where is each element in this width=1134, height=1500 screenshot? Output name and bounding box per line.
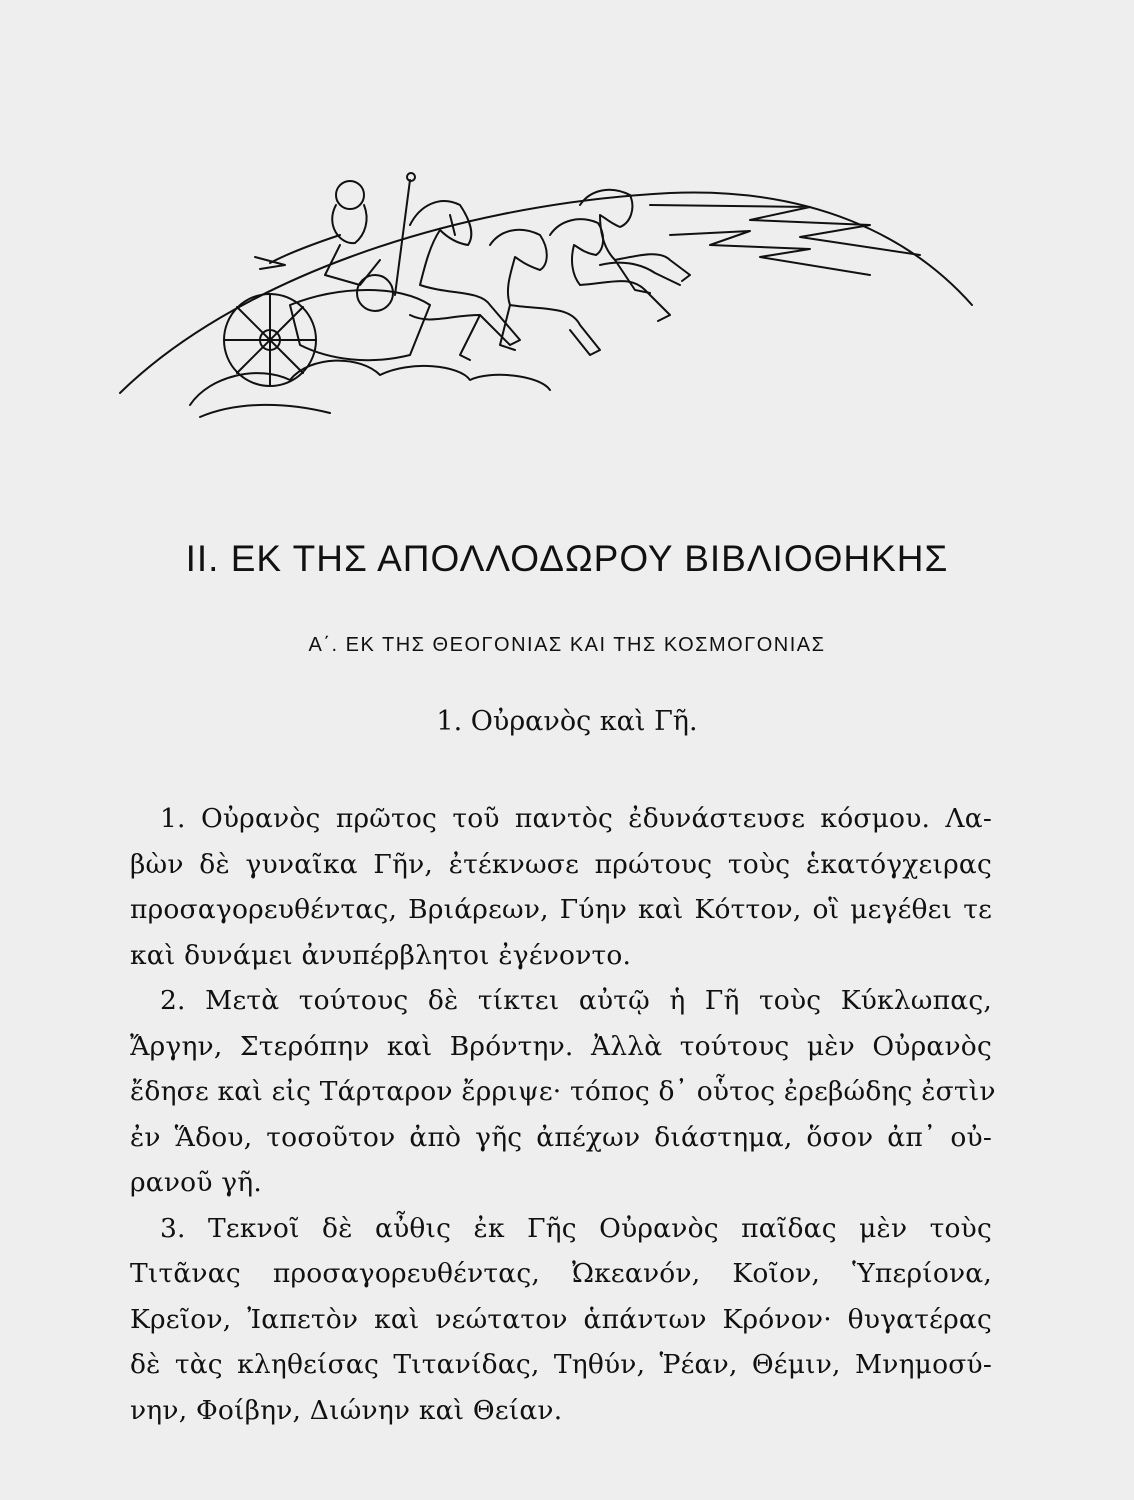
text-line: 2. Μετὰ τούτους δὲ τίκτει αὐτῷ ἡ Γῆ τοὺς Κύκλωπας, <box>160 985 992 1016</box>
text-line: καὶ δυνάμει ἀνυπέρβλητοι ἐγένοντο. <box>130 939 632 971</box>
text-line: Ἄργην, Στερόπην καὶ Βρόντην. Ἀλλὰ τούτους μὲν Οὐρανὸς <box>130 1030 992 1062</box>
section-title: Α΄. ΕΚ ΤΗΣ ΘΕΟΓΟΝΙΑΣ ΚΑΙ ΤΗΣ ΚΟΣΜΟΓΟΝΙΑΣ <box>308 634 826 656</box>
text-line: δὲ τὰς κληθείσας Τιτανίδας, Τηθύν, Ῥέαν, Θέμιν, Μνημοσύ- <box>130 1349 992 1380</box>
horse-2 <box>490 230 600 355</box>
chariot-body <box>290 290 430 360</box>
text-line: προσαγορευθέντας, Βριάρεων, Γύην καὶ Κόττον, οἳ μεγέθει τε <box>130 894 992 925</box>
text-line: Κρεῖον, Ἰαπετὸν καὶ νεώτατον ἁπάντων Κρόνον· θυγατέρας <box>130 1303 992 1335</box>
paragraph-1 <box>130 796 992 978</box>
horse-1 <box>410 201 520 360</box>
text-line: 1. Οὐρανὸς πρῶτος τοῦ παντὸς ἐδυνάστευσε κόσμου. Λα- <box>160 803 992 834</box>
text-line: ἔδησε καὶ εἰς Τάρταρον ἔρριψε· τόπος δ᾿ οὗτος ἐρεβώδης ἐστὶν <box>130 1076 996 1107</box>
paragraph-2 <box>130 978 996 1206</box>
horse-3 <box>550 219 680 321</box>
text-line: Τιτᾶνας προσαγορευθέντας, Ὠκεανόν, Κοῖον, Ὑπερίονα, <box>130 1258 992 1289</box>
text-line: 3. Τεκνοῖ δὲ αὖθις ἐκ Γῆς Οὐρανὸς παῖδας μὲν τοὺς <box>160 1212 992 1244</box>
text-line: ἐν Ἅδου, τοσοῦτον ἀπὸ γῆς ἀπέχων διάστημα, ὅσον ἀπ᾿ οὐ- <box>130 1121 992 1153</box>
paragraph-3 <box>130 1206 992 1434</box>
text-line: νην, Φοίβην, Διώνην καὶ Θείαν. <box>130 1394 563 1426</box>
zeus-figure <box>255 173 415 295</box>
chariot-wheel <box>224 294 316 386</box>
subsection-title: 1. Οὐρανὸς καὶ Γῆ. <box>436 706 698 737</box>
text-line: ρανοῦ γῆ. <box>130 1167 263 1198</box>
chariot-illustration <box>110 165 990 425</box>
text-line: βὼν δὲ γυναῖκα Γῆν, ἐτέκνωσε πρώτους τοὺς ἑκατόγχειρας <box>130 848 992 880</box>
body-text <box>130 796 996 1433</box>
chapter-title: II. ΕΚ ΤΗΣ ΑΠΟΛΛΟΔΩΡΟΥ ΒΙΒΛΙΟΘΗΚΗΣ <box>185 538 949 579</box>
